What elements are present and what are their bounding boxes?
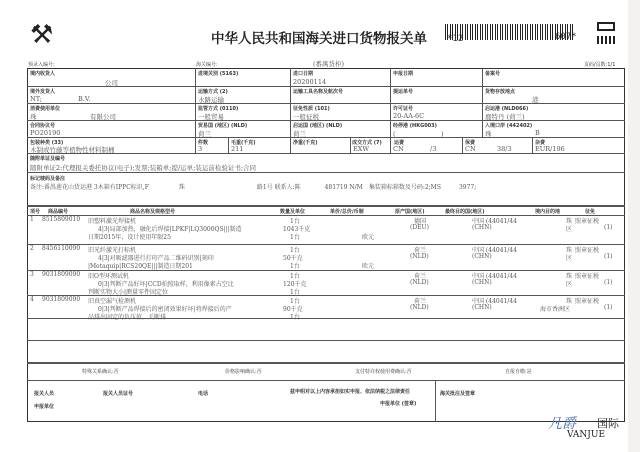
special-relation-confirm: 特殊关系确认:否 bbox=[82, 369, 119, 375]
terms-label: 成交方式 (7) bbox=[352, 140, 382, 146]
item-dest-code: (CHN) bbox=[472, 224, 492, 231]
phone-label: 电话 bbox=[198, 391, 209, 397]
items-header-cell: 最终目的国(地区) bbox=[445, 209, 485, 215]
items-header-cell: 商品名称及规格型号 bbox=[130, 209, 176, 215]
declarant-label: 报关人员 bbox=[34, 391, 55, 397]
customs-emblem-icon: ⚒ bbox=[30, 20, 54, 50]
user-value-suffix: 有限公司 bbox=[90, 113, 116, 121]
item-origin: 荷兰 bbox=[414, 298, 427, 305]
item-dest: 中国 (44041/44 bbox=[472, 247, 517, 254]
insurance-label: 保费 bbox=[465, 140, 476, 146]
shipper-label: 境外发货人 bbox=[30, 89, 56, 95]
supervision-value: 一般贸易 bbox=[198, 113, 224, 121]
item-name: 旧塑料激光焊接机 bbox=[88, 218, 137, 225]
customs-note-label: 海关批注及签章 bbox=[440, 391, 476, 397]
items-header-cell: 境内目的地 bbox=[535, 209, 561, 215]
import-date-label: 进口日期 bbox=[293, 71, 314, 77]
item-district: 海市香洲区 bbox=[540, 306, 571, 313]
qr-code-icon bbox=[597, 36, 617, 44]
net-weight-label: 净重(千克) bbox=[293, 140, 318, 146]
item-origin: 荷兰 bbox=[414, 247, 427, 254]
insurance-value: CN bbox=[465, 145, 476, 153]
transit-label: 经停港 (HKG003) bbox=[393, 123, 437, 129]
declarant-id-label: 报关人员证号 bbox=[103, 391, 134, 397]
item-levy-suffix: 区 bbox=[566, 226, 573, 233]
item-origin-code: (DEU) bbox=[410, 224, 429, 231]
shipper-value-suffix: B.V. bbox=[78, 95, 91, 103]
entry-border-value: 珠 bbox=[485, 130, 492, 138]
declare-date-label: 申报日期 bbox=[393, 71, 414, 77]
entry-border-label: 入境口岸 (442402) bbox=[485, 123, 533, 129]
royalty-confirm: 支付特许权使用费确认:否 bbox=[355, 369, 412, 375]
item-levy-prefix: 珠 bbox=[566, 273, 573, 280]
item-qty: 1台 bbox=[290, 298, 300, 305]
storage-label: 货物存放地点 bbox=[485, 89, 516, 95]
watermark-logo: 国际 bbox=[597, 417, 619, 430]
marks-label: 标记唛码及备注 bbox=[30, 176, 66, 182]
item-levy: 照章征税 bbox=[575, 247, 600, 254]
package-value: 木制或竹藤等植物性材料制桶 bbox=[30, 146, 115, 154]
item-weight: 90千克 bbox=[283, 306, 303, 313]
declaring-unit-label: 申报单位 bbox=[34, 404, 55, 410]
item-levy-code: (1) bbox=[604, 224, 613, 231]
item-no: 3 bbox=[30, 271, 34, 278]
item-name: 旧O型环测试机 bbox=[88, 273, 129, 280]
trade-country-value: 荷兰 bbox=[198, 130, 211, 138]
item-no: 1 bbox=[30, 216, 34, 223]
barcode-number-left: *12 bbox=[447, 34, 464, 44]
terms-value: EXW bbox=[353, 145, 370, 153]
items-header-cell: 数量及单位 bbox=[280, 209, 306, 215]
record-no-label: 备案号 bbox=[485, 71, 501, 77]
item-qty: 1台 bbox=[290, 218, 300, 225]
item-weight: 120千克 bbox=[283, 281, 307, 288]
item-no: 4 bbox=[30, 296, 34, 303]
item-no: 2 bbox=[30, 245, 34, 252]
item-spec: |Metaquip|RCS20QE|||制造日期201 bbox=[88, 263, 193, 270]
item-spec: 4|3|局部加热，融化后焊接|LPKF|LQ3000QS|||制造 bbox=[98, 226, 242, 233]
item-code: 8456110090 bbox=[42, 245, 81, 252]
item-levy-suffix: 区 bbox=[566, 281, 573, 288]
qr-code-icon bbox=[597, 22, 615, 31]
item-levy-prefix: 珠 bbox=[566, 247, 573, 254]
item-levy-code: (1) bbox=[604, 304, 613, 311]
item-dest: 中国 (44041/44 bbox=[472, 218, 517, 225]
preentry-label: 预录入编号: bbox=[28, 62, 55, 68]
gross-weight-value: 211 bbox=[231, 145, 244, 153]
customs-no-label: 海关编号: bbox=[196, 62, 218, 68]
license-value: 20-AA-6C bbox=[393, 112, 425, 120]
freight-value-suffix: /3 bbox=[430, 145, 437, 153]
origin-country-label: 启运国 (地区) (NLD) bbox=[293, 123, 343, 129]
user-value: 珠 bbox=[30, 113, 37, 121]
tax-label: 征免性质 (101) bbox=[293, 106, 330, 112]
item-levy-suffix: 区 bbox=[566, 255, 573, 262]
item-weight: 50千克 bbox=[283, 255, 303, 262]
price-impact-confirm: 价格影响确认:否 bbox=[225, 369, 262, 375]
entry-port-label: 进境关别 (5163) bbox=[198, 71, 239, 77]
items-header-cell: 项号 bbox=[30, 209, 41, 215]
freight-value: CN bbox=[393, 145, 404, 153]
trade-country-label: 贸易国 (地区) (NLD) bbox=[198, 123, 248, 129]
vessel-label: 运输工具名称及航次号 bbox=[293, 89, 344, 95]
item-spec: 判断实物大小|测量零件固定位 bbox=[88, 289, 169, 296]
entry-border-value-suffix: B bbox=[535, 129, 540, 137]
form-title: 中华人民共和国海关进口货物报关单 bbox=[211, 31, 427, 47]
package-label: 包装种类 (33) bbox=[30, 140, 64, 146]
transport-label: 运输方式 (2) bbox=[198, 89, 228, 95]
shipper-value: NT; bbox=[30, 95, 42, 103]
item-qty2: 1台 bbox=[290, 234, 300, 241]
freight-label: 运费 bbox=[394, 140, 405, 146]
insurance-value-suffix: 38/3 bbox=[497, 145, 512, 153]
gross-weight-label: 毛重(千克) bbox=[231, 140, 256, 146]
item-qty2: 1台 bbox=[290, 263, 300, 270]
item-spec: 0|3|判断产品焊接后的密闭效果好坏|将焊接后的产 bbox=[98, 306, 232, 313]
depart-port-value: 鹿特丹 (荷兰) bbox=[485, 113, 525, 121]
item-dest: 中国 (44041/44 bbox=[472, 298, 517, 305]
item-levy-prefix: 珠 bbox=[566, 218, 573, 225]
misc-label: 杂费 bbox=[535, 140, 546, 146]
item-spec: 品排出固定的负压值，关断排 bbox=[88, 314, 167, 321]
item-dest: 中国 (44041/44 bbox=[472, 273, 517, 280]
item-dest-code: (CHN) bbox=[472, 253, 492, 260]
item-levy: 照章征税 bbox=[575, 218, 600, 225]
docs-value: 随附单证2:代理报关委托协议(电子);发票;装箱单;提/运单;装运前检验证书;合同 bbox=[30, 164, 257, 172]
tax-value: 一般征税 bbox=[293, 113, 319, 121]
item-name: 旧真空漏气检测机 bbox=[88, 298, 137, 305]
contract-label: 合同协议号 bbox=[30, 123, 56, 129]
item-weight: 1043千克 bbox=[283, 226, 311, 233]
item-qty: 1台 bbox=[290, 273, 300, 280]
item-origin-code: (NLD) bbox=[410, 253, 429, 260]
misc-value: EUR/196 bbox=[535, 145, 565, 153]
items-header-cell: 单价/总价/币制 bbox=[330, 209, 364, 215]
pieces-label: 件数 bbox=[198, 140, 209, 146]
page-count: 页码/页数:1/1 bbox=[584, 62, 616, 68]
items-header-cell: 商品编号 bbox=[48, 209, 69, 215]
barcode-number-right: 607* bbox=[555, 32, 577, 42]
item-currency: 欧元 bbox=[362, 263, 375, 270]
declaration-statement: 兹申明对以上内容承担如实申报、依法纳税之法律责任 bbox=[290, 389, 411, 395]
item-levy-code: (1) bbox=[604, 253, 613, 260]
item-levy: 照章征税 bbox=[575, 273, 600, 280]
item-origin: 德国 bbox=[414, 218, 427, 225]
bl-label: 提运单号 bbox=[393, 89, 414, 95]
consignee-label: 境内收货人 bbox=[30, 71, 56, 77]
self-pay-confirm: 自报自缴:是 bbox=[505, 369, 532, 375]
user-label: 消费使用单位 bbox=[30, 106, 61, 112]
item-code: 9031809090 bbox=[42, 271, 81, 278]
item-spec: 日期2015年，设计使用年限25 bbox=[88, 234, 171, 241]
marks-value: 备注:番禺莲花山货运港 3木箱有IPPC标识,F 珠 路1号 联系人:陈 481719 N/M 集装箱标箱数及号码:2;MS 3977; bbox=[30, 184, 477, 191]
storage-value: 港 bbox=[532, 96, 539, 104]
unit-seal-label: 申报单位 (签章) bbox=[380, 401, 417, 407]
item-levy: 照章征税 bbox=[575, 298, 600, 305]
items-header-cell: 征免 bbox=[585, 209, 596, 215]
item-code: 8515809010 bbox=[42, 216, 81, 223]
item-name: 旧光纤激光打标机 bbox=[88, 247, 137, 254]
transit-value: ( ) bbox=[393, 130, 444, 138]
transport-value: 水路运输 bbox=[198, 96, 224, 104]
item-qty: 1台 bbox=[290, 247, 300, 254]
item-qty2: 1台 bbox=[290, 314, 300, 321]
item-levy-prefix: 珠 bbox=[566, 298, 573, 305]
item-levy-code: (1) bbox=[604, 279, 613, 286]
consignee-value: 公司 bbox=[105, 79, 118, 87]
docs-label: 随附单证及编号 bbox=[30, 156, 66, 162]
watermark-logo: VANJUE bbox=[567, 430, 606, 440]
item-currency: 欧元 bbox=[362, 234, 375, 241]
supervision-label: 监管方式 (0110) bbox=[198, 106, 239, 112]
item-spec: 0|3|判断产品好坏|CCD拍照取样，利用像素占空比 bbox=[98, 281, 234, 288]
contract-value: PO20190 bbox=[30, 129, 61, 137]
license-label: 许可证号 bbox=[393, 106, 414, 112]
item-spec: 4|3|对吸滤器进行打印产品二维码识别|刻印 bbox=[98, 255, 214, 262]
depart-port-label: 启运港 (NLD066) bbox=[485, 106, 529, 112]
item-origin-code: (NLD) bbox=[410, 279, 429, 286]
pieces-value: 3 bbox=[198, 145, 203, 153]
item-qty2: 1台 bbox=[290, 289, 300, 296]
item-origin-code: (NLD) bbox=[410, 304, 429, 311]
watermark-logo: 凡爵 bbox=[548, 416, 576, 432]
items-header-cell: 原产国(地区) bbox=[395, 209, 425, 215]
item-code: 9031809090 bbox=[42, 296, 81, 303]
item-dest-code: (CHN) bbox=[472, 304, 492, 311]
origin-country-value: 荷兰 bbox=[293, 130, 306, 138]
item-dest-code: (CHN) bbox=[472, 279, 492, 286]
import-date-value: 20200114 bbox=[293, 78, 327, 86]
item-origin: 荷兰 bbox=[414, 273, 427, 280]
customs-office: (番禺货柜) bbox=[313, 60, 345, 68]
